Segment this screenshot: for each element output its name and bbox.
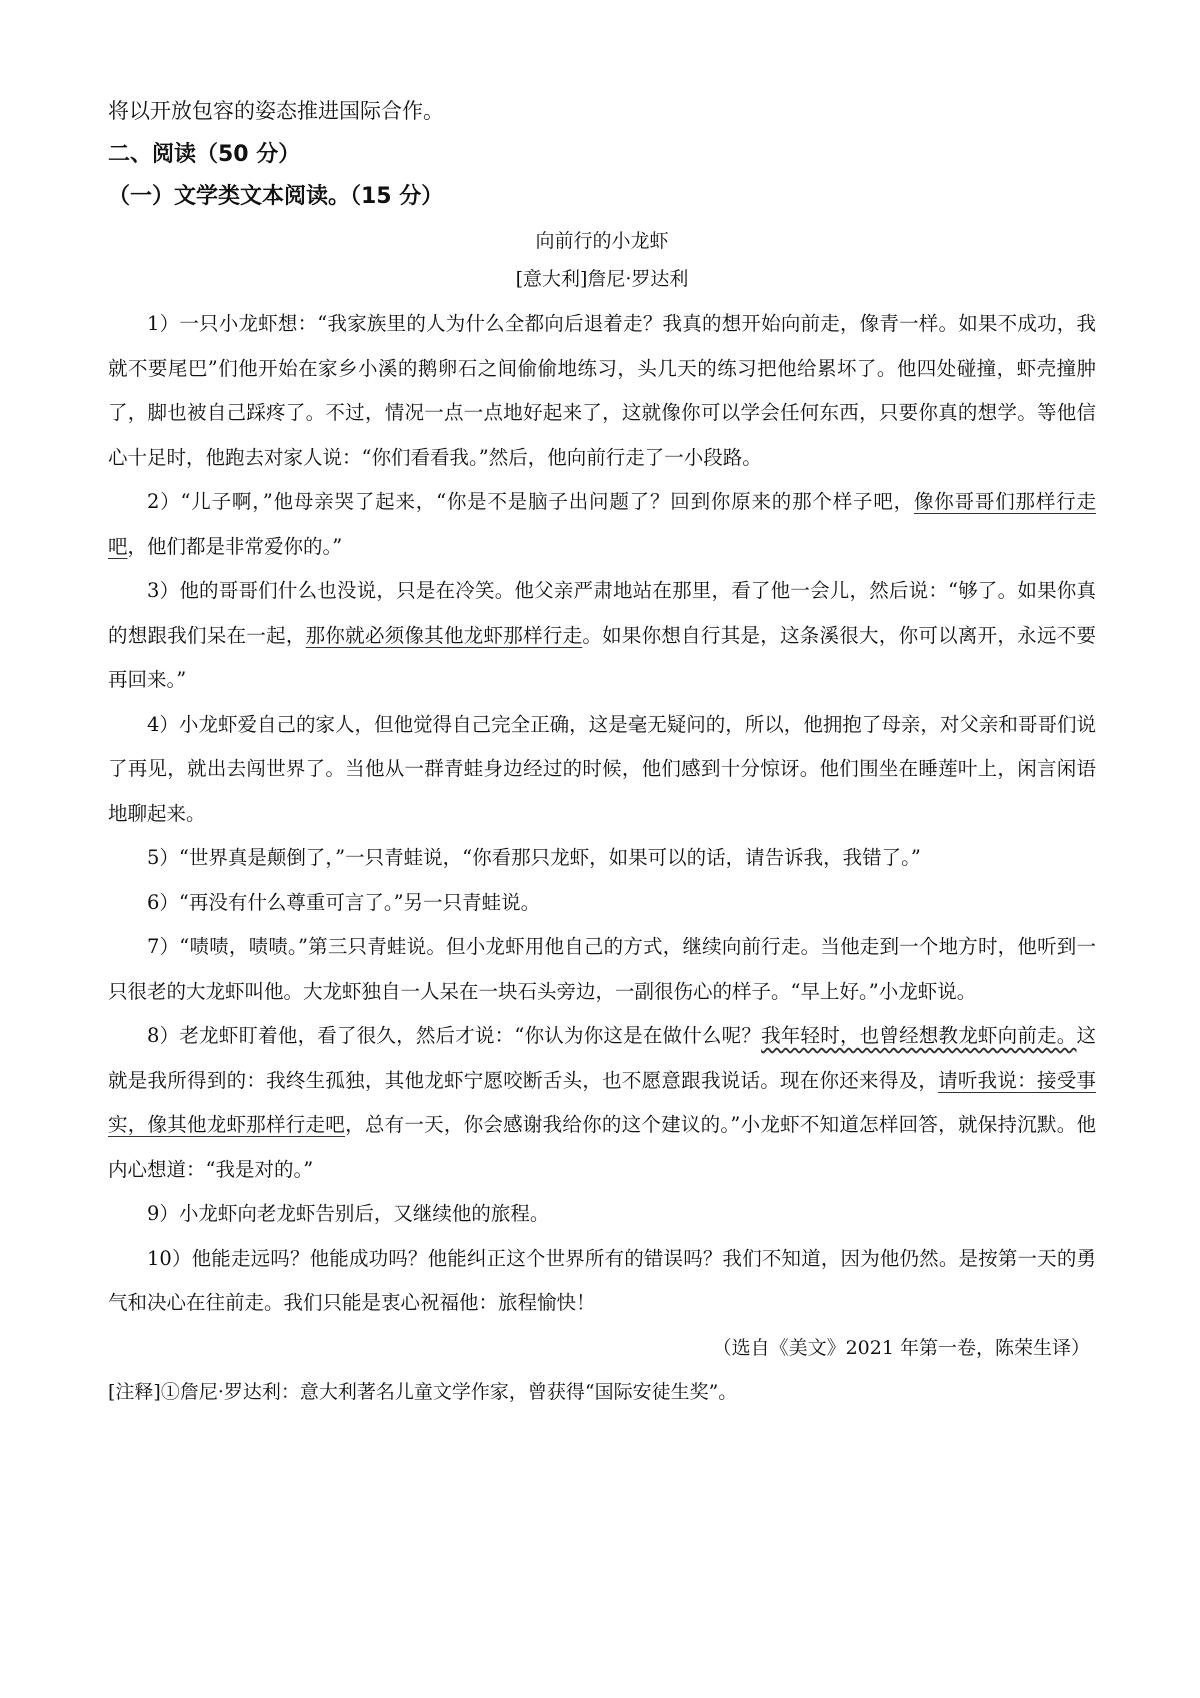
story-author: [意大利]詹尼·罗达利: [515, 268, 689, 290]
paragraph-8-wavy-underlined: 我年轻时，也曾经想教龙虾向前走。: [761, 1024, 1077, 1047]
paragraph-10: 10）他能走远吗？他能成功吗？他能纠正这个世界所有的错误吗？我们不知道，因为他仍然。是按第一天的勇气和决心在往前走。我们只能是衷心祝福他：旅程愉快！: [108, 1246, 1096, 1314]
paragraph-2-underlined: 像你哥哥们那样行走吧: [108, 490, 1096, 558]
paragraph-3-underlined: 那你就必须像其他龙虾那样行走: [305, 623, 583, 647]
story-title: 向前行的小龙虾: [535, 230, 669, 252]
paragraph-6: 6）“再没有什么尊重可言了。”另一只青蛙说。: [147, 890, 541, 914]
section-title: 二、阅读（50 分）: [108, 142, 301, 167]
paragraph-8: [108, 1014, 1096, 1192]
paragraph-2: [108, 480, 1096, 569]
paragraph-8-text-b: 这就是我所得到的：我终生孤独，其他龙虾宁愿咬断舌头，也不愿意跟我说话。现在你还来得及，: [108, 1024, 1096, 1092]
paragraph-3: [108, 569, 1096, 703]
paragraph-8-text-a: 8）老龙虾盯着他，看了很久，然后才说：“你认为你这是在做什么呢？: [147, 1024, 762, 1047]
paragraph-8-text-c: ，总有一天，你会感谢我给你的这个建议的。”小龙虾不知道怎样回答，就保持沉默。他内心想道：“我是对的。”: [108, 1113, 1096, 1181]
paragraph-2-text-b: ，他们都是非常爱你的。”: [127, 534, 343, 558]
paragraph-7: 7）“啧啧，啧啧。”第三只青蛙说。但小龙虾用他自己的方式，继续向前行走。当他走到一个地方时，他听到一只很老的大龙虾叫他。大龙虾独自一人呆在一块石头旁边，一副很伤心的样子。“早上好。”小龙虾说。: [108, 935, 1096, 1003]
annotation-note: [注释]①詹尼·罗达利：意大利著名儿童文学作家，曾获得“国际安徒生奖”。: [108, 1380, 738, 1403]
paragraph-4: 4）小龙虾爱自己的家人，但他觉得自己完全正确，这是毫无疑问的，所以，他拥抱了母亲，对父亲和哥哥们说了再见，就出去闯世界了。当他从一群青蛙身边经过的时候，他们感到十分惊讶。他们围坐在睡莲叶上，闲言闲语地聊起来。: [108, 712, 1096, 825]
story-body: [108, 302, 1096, 1326]
intro-line: 将以开放包容的姿态推进国际合作。: [108, 99, 444, 123]
paragraph-1: 1）一只小龙虾想：“我家族里的人为什么全都向后退着走？我真的想开始向前走，像青一样。如果不成功，我就不要尾巴”们他开始在家乡小溪的鹅卵石之间偷偷地练习，头几天的练习把他给累坏了。他四处碰撞，虾壳撞肿了，脚也被自己踩疼了。不过，情况一点一点地好起来了，这就像你可以学会任何东西，只要你真的想学。等他信心十足时，他跑去对家人说：“你们看看我。”然后，他向前行走了一小段路。: [108, 312, 1096, 469]
subsection-title: （一）文学类文本阅读。（15 分）: [108, 184, 444, 209]
source-citation: （选自《美文》2021 年第一卷，陈荣生译）: [712, 1336, 1090, 1359]
paragraph-5: 5）“世界真是颠倒了，”一只青蛙说，“你看那只龙虾，如果可以的话，请告诉我，我错了。”: [147, 846, 921, 869]
paragraph-9: 9）小龙虾向老龙虾告别后，又继续他的旅程。: [147, 1202, 550, 1225]
paragraph-3-text-a: 3）他的哥哥们什么也没说，只是在冷笑。他父亲严肃地站在那里，看了他一会儿，然后说：“够了。如果你真的想跟我们呆在一起，: [108, 579, 1096, 647]
paragraph-8-underlined: 请听我说：接受事实，像其他龙虾那样行走吧: [108, 1068, 1096, 1136]
paragraph-3-text-b: 。如果你想自行其是，这条溪很大，你可以离开，永远不要再回来。”: [108, 623, 1096, 691]
paragraph-2-text-a: 2）“儿子啊，”他母亲哭了起来，“你是不是脑子出问题了？回到你原来的那个样子吧，: [147, 490, 914, 513]
